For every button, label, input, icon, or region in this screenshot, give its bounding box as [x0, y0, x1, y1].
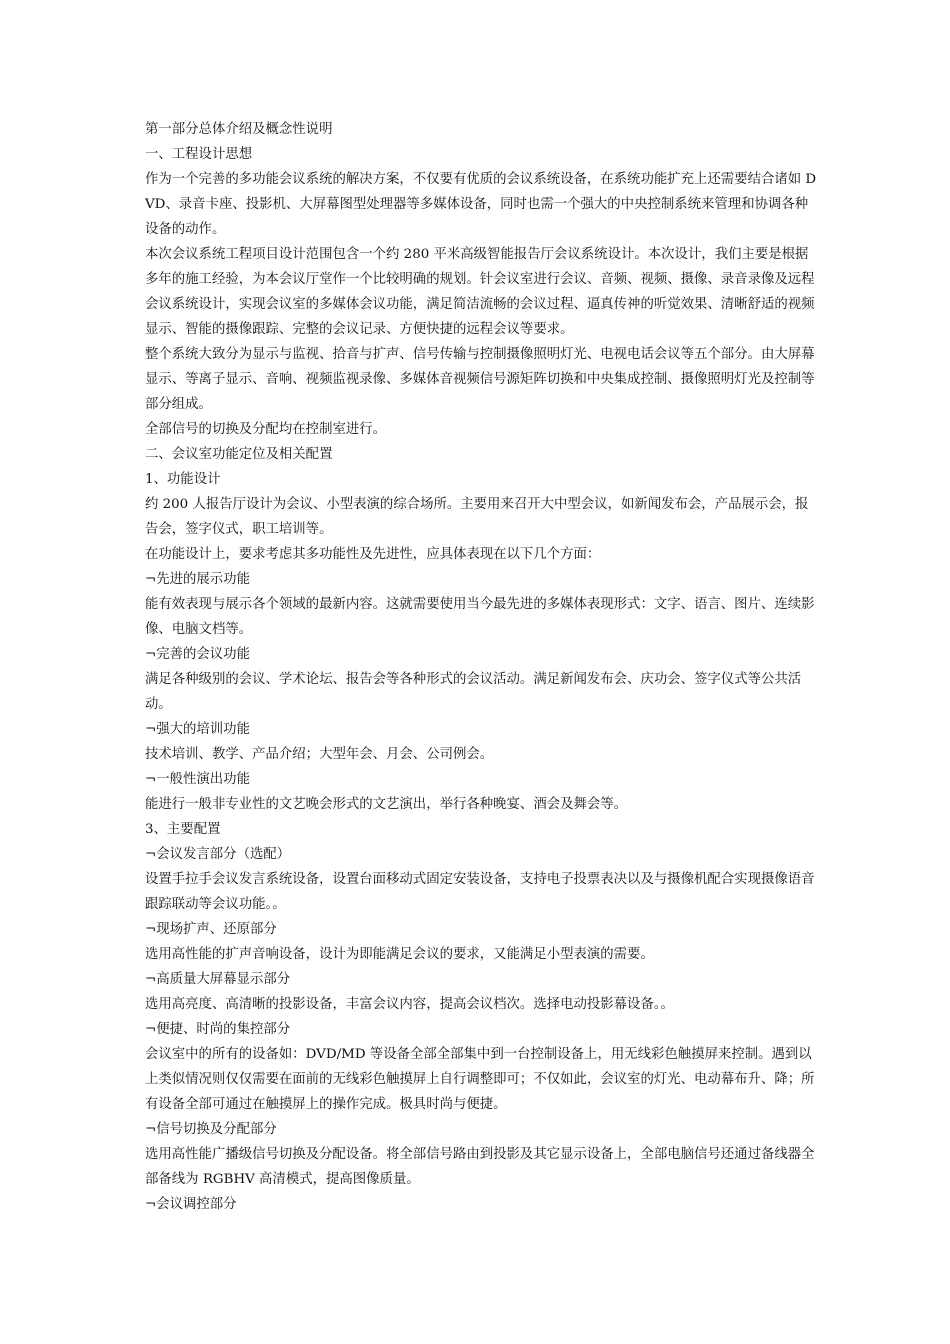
bullet-heading: ¬先进的展示功能 — [145, 572, 250, 587]
bullet-heading: ¬信号切换及分配部分 — [145, 1122, 277, 1137]
body-paragraph: 设置手拉手会议发言系统设备，设置台面移动式固定安装设备，支持电子投票表决以及与摄像机配合实现摄像语音跟踪联动等会议功能。。 — [145, 872, 815, 912]
section-heading: 二、会议室功能定位及相关配置 — [145, 447, 333, 462]
body-paragraph: 满足各种级别的会议、学术论坛、报告会等各种形式的会议活动。满足新闻发布会、庆功会、签字仪式等公共活动。 — [145, 672, 802, 712]
body-paragraph: 本次会议系统工程项目设计范围包含一个约 280 平米高级智能报告厅会议系统设计。本次设计，我们主要是根据多年的施工经验，为本会议厅堂作一个比较明确的规划。针会议室进行会议、音频、视频、摄像、录音录像及远程会议系统设计，实现会议室的多媒体会议功能，满足简洁流畅的会议过程、逼真传神的听觉效果、清晰舒适的视频显示、智能的摄像跟踪、完整的会议记录、方便快捷的远程会议等要求。 — [145, 247, 815, 337]
bullet-heading: ¬一般性演出功能 — [145, 772, 250, 787]
bullet-heading: ¬会议发言部分（选配） — [145, 847, 291, 862]
body-paragraph: 选用高亮度、高清晰的投影设备，丰富会议内容，提高会议档次。选择电动投影幕设备。。 — [145, 997, 674, 1012]
bullet-heading: ¬强大的培训功能 — [145, 722, 250, 737]
body-paragraph: 全部信号的切换及分配均在控制室进行。 — [145, 422, 387, 437]
body-paragraph: 整个系统大致分为显示与监视、拾音与扩声、信号传输与控制摄像照明灯光、电视电话会议等五个部分。由大屏幕显示、等离子显示、音响、视频监视录像、多媒体音视频信号源矩阵切换和中央集成控制、摄像照明灯光及控制等部分组成。 — [145, 347, 815, 412]
subsection-heading: 1、功能设计 — [145, 472, 221, 487]
subsection-heading: 3、主要配置 — [145, 822, 221, 837]
body-paragraph: 选用高性能的扩声音响设备，设计为即能满足会议的要求，又能满足小型表演的需要。 — [145, 947, 654, 962]
body-paragraph: 技术培训、教学、产品介绍；大型年会、月会、公司例会。 — [145, 747, 494, 762]
body-paragraph: 约 200 人报告厅设计为会议、小型表演的综合场所。主要用来召开大中型会议，如新闻发布会，产品展示会，报告会，签字仪式，职工培训等。 — [145, 497, 809, 537]
body-paragraph: 作为一个完善的多功能会议系统的解决方案，不仅要有优质的会议系统设备，在系统功能扩充上还需要结合诸如 DVD、录音卡座、投影机、大屏幕图型处理器等多媒体设备，同时也需一个强大的中央控制系统来管理和协调各种设备的动作。 — [145, 172, 817, 237]
body-paragraph: 能有效表现与展示各个领域的最新内容。这就需要使用当今最先进的多媒体表现形式：文字、语言、图片、连续影像、电脑文档等。 — [145, 597, 815, 637]
part-heading: 第一部分总体介绍及概念性说明 — [145, 122, 333, 137]
bullet-heading: ¬高质量大屏幕显示部分 — [145, 972, 291, 987]
bullet-heading: ¬便捷、时尚的集控部分 — [145, 1022, 291, 1037]
document-body — [145, 117, 817, 1217]
body-paragraph: 选用高性能广播级信号切换及分配设备。将全部信号路由到投影及其它显示设备上，全部电脑信号还通过备线器全部备线为 RGBHV 高清模式，提高图像质量。 — [145, 1147, 815, 1187]
bullet-heading: ¬会议调控部分 — [145, 1197, 237, 1212]
bullet-heading: ¬现场扩声、还原部分 — [145, 922, 277, 937]
section-heading: 一、工程设计思想 — [145, 147, 253, 162]
body-paragraph: 能进行一般非专业性的文艺晚会形式的文艺演出，举行各种晚宴、酒会及舞会等。 — [145, 797, 628, 812]
body-paragraph: 会议室中的所有的设备如：DVD/MD 等设备全部全部集中到一台控制设备上，用无线彩色触摸屏来控制。遇到以上类似情况则仅仅需要在面前的无线彩色触摸屏上自行调整即可；不仅如此，会议室的灯光、电动幕布升、降；所有设备全部可通过在触摸屏上的操作完成。极具时尚与便捷。 — [145, 1047, 815, 1112]
bullet-heading: ¬完善的会议功能 — [145, 647, 250, 662]
body-paragraph: 在功能设计上，要求考虑其多功能性及先进性，应具体表现在以下几个方面： — [145, 547, 601, 562]
